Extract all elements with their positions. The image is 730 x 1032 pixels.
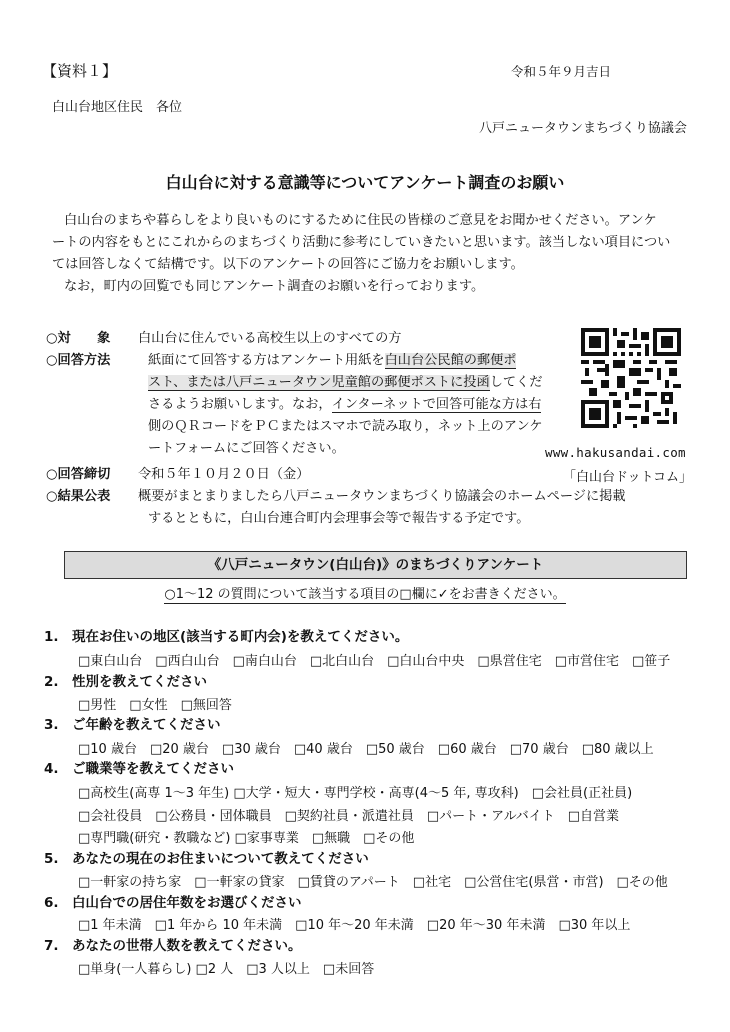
page-title: 白山台に対する意識等についてアンケート調査のお願い (165, 173, 565, 192)
intro-line: 白山台のまちや暮らしをより良いものにするために住民の皆様のご意見をお聞かせください。アンケ (64, 213, 657, 228)
options-q1[interactable]: □東白山台 □西白山台 □南白山台 □北白山台 □白山台中央 □県営住宅 □市営住宅 □笹子 (78, 654, 671, 669)
deadline-text: 令和５年１０月２０日（金） (138, 467, 310, 482)
qr-code-icon[interactable] (581, 328, 681, 428)
recipient: 白山台地区住民 各位 (52, 100, 183, 115)
question-6: 6. 白山台での居住年数をお選びください (44, 895, 302, 911)
result-text: 概要がまとまりましたら八戸ニュータウンまちづくり協議会のホームページに掲載 (138, 489, 626, 504)
result-label: ○結果公表 (46, 489, 111, 504)
target-row (46, 328, 401, 350)
options-q4-row3[interactable]: □専門職(研究・教職など) □家事専業 □無職 □その他 (78, 831, 415, 846)
post-box-highlight: スト、または八戸ニュータウン児童館の郵便ポストに投函 (148, 375, 490, 390)
options-q4-row2[interactable]: □会社役員 □公務員・団体職員 □契約社員・派遣社員 □パート・アルバイト □自営業 (78, 809, 619, 824)
method-text: 紙面にて回答する方はアンケート用紙を白山台公民館の郵便ポ スト、または八戸ニュータウン児童館の郵便ポストに投函してくだ さるようお願いします。なお，インターネットで回答可能な方は右 側のＱＲコードをＰＣまたはスマホで読み取り，ネット上のアンケ ートフォームにご回答ください。 (148, 353, 543, 456)
result-row (46, 486, 626, 508)
options-q5[interactable]: □一軒家の持ち家 □一軒家の貸家 □賃貸のアパート □社宅 □公営住宅(県営・市営) □その他 (78, 875, 668, 890)
options-q4-row1[interactable]: □高校生(高専 1～3 年生) □大学・短大・専門学校・高専(4～5 年, 専攻科) □会社員(正社員) (78, 786, 633, 801)
question-4: 4. ご職業等を教えてください (44, 761, 235, 777)
question-1: 1. 現在お住いの地区(該当する町内会)を教えてください。 (44, 629, 409, 645)
intro-paragraph (52, 210, 692, 298)
intro-line: ては回答しなくて結構です。以下のアンケートの回答にご協力をお願いします。 (52, 257, 524, 272)
site-name: 「白山台ドットコム」 (563, 470, 692, 485)
result-text-cont: するとともに，白山台連合町内会理事会等で報告する予定です。 (148, 511, 530, 526)
internet-underline: インターネットで回答可能な方は右 (331, 397, 542, 412)
intro-line: なお，町内の回覧でも同じアンケート調査のお願いを行っております。 (64, 279, 485, 294)
method-label: ○回答方法 (46, 353, 111, 368)
deadline-label: ○回答締切 (46, 467, 111, 482)
question-5: 5. あなたの現在のお住まいについて教えてください (44, 851, 369, 867)
target-text: 白山台に住んでいる高校生以上のすべての方 (138, 331, 402, 346)
question-2: 2. 性別を教えてください (44, 674, 208, 690)
intro-line: ートの内容をもとにこれからのまちづくり活動に参考にしていきたいと思います。該当しない項目につい (52, 235, 671, 250)
survey-title: 《八戸ニュータウン(白山台)》のまちづくりアンケート (64, 551, 687, 579)
options-q6[interactable]: □1 年未満 □1 年から 10 年未満 □10 年～20 年未満 □20 年～30 年未満 □30 年以上 (78, 918, 631, 933)
post-office-highlight: 白山台公民館の郵便ポ (384, 353, 517, 368)
site-url[interactable]: www.hakusandai.com (545, 445, 686, 460)
options-q2[interactable]: □男性 □女性 □無回答 (78, 698, 232, 713)
issue-date: 令和５年９月吉日 (511, 64, 612, 79)
deadline-row (46, 464, 309, 486)
options-q3[interactable]: □10 歳台 □20 歳台 □30 歳台 □40 歳台 □50 歳台 □60 歳台 □70 歳台 □80 歳以上 (78, 742, 654, 757)
sender: 八戸ニュータウンまちづくり協議会 (479, 121, 687, 136)
options-q7[interactable]: □単身(一人暮らし) □2 人 □3 人以上 □未回答 (78, 962, 375, 977)
target-label: ○対 象 (46, 331, 111, 346)
method-label-row (46, 350, 138, 372)
question-3: 3. ご年齢を教えてください (44, 717, 221, 733)
survey-instruction: ○1～12 の質問について該当する項目の□欄に✓をお書きください。 (164, 587, 566, 602)
question-7: 7. あなたの世帯人数を教えてください。 (44, 938, 302, 954)
document-label: 【資料１】 (42, 62, 118, 80)
